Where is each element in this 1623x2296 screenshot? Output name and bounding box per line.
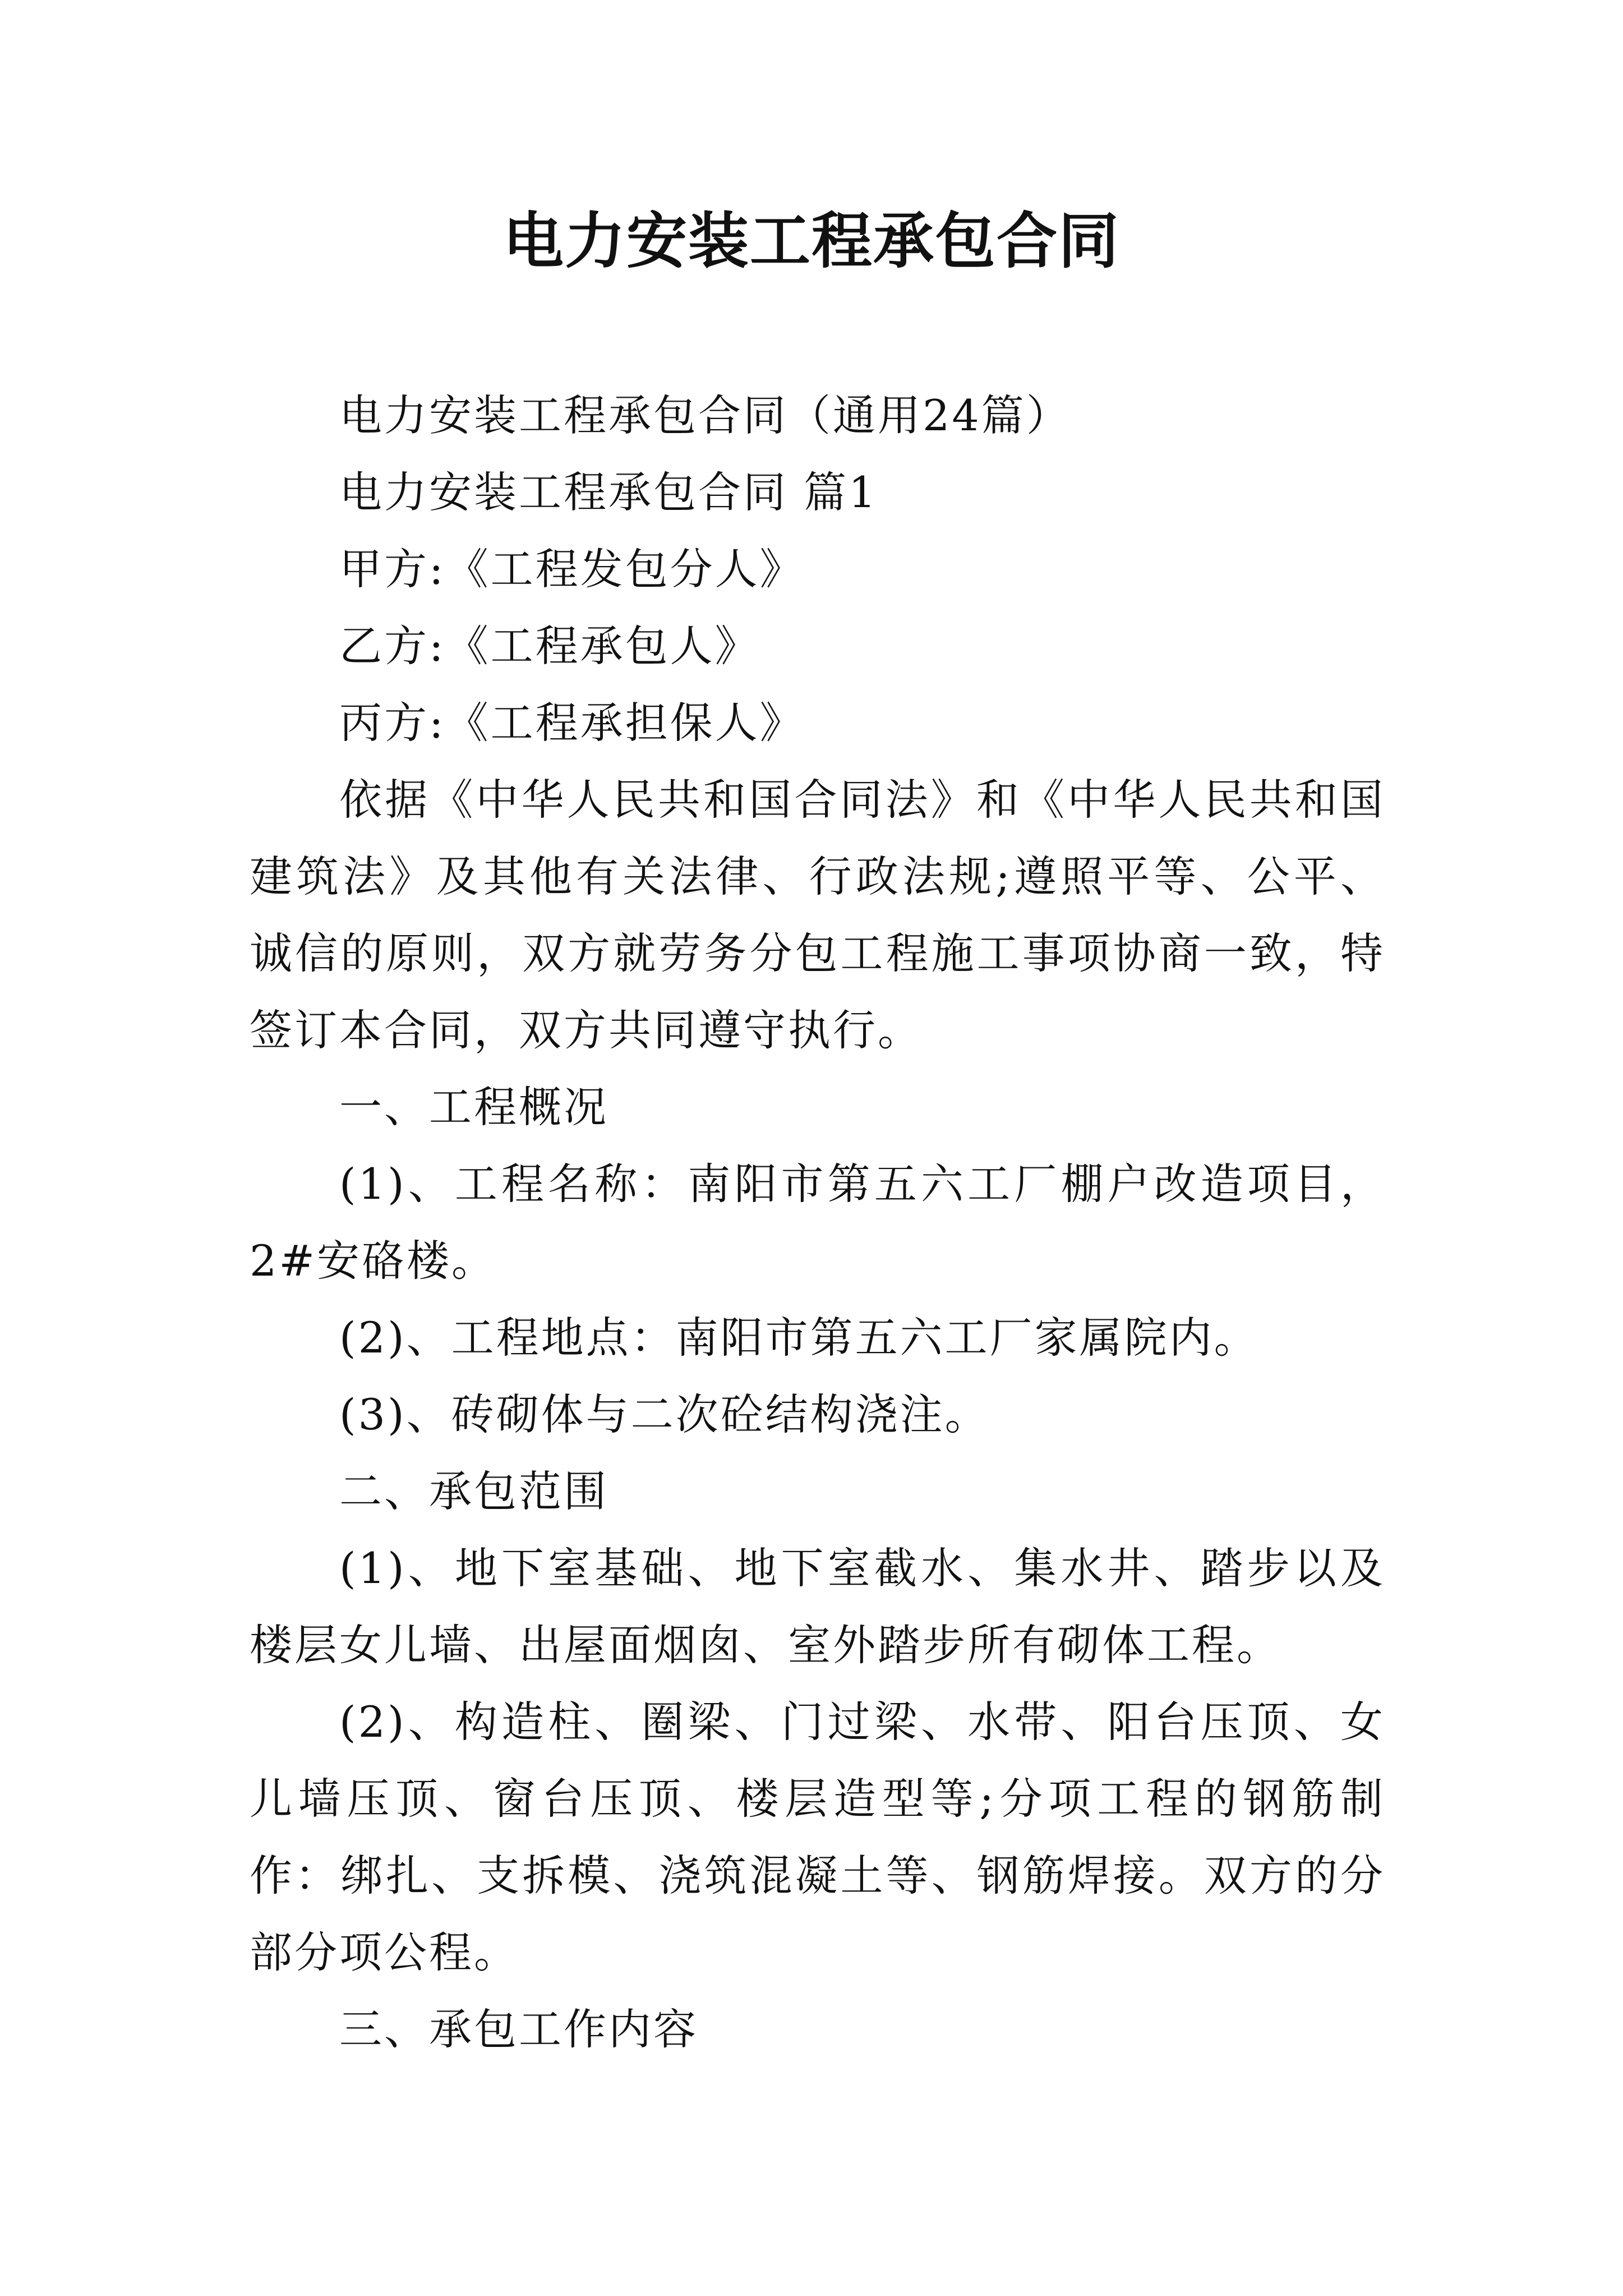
paragraph-subtitle: 电力安装工程承包合同（通用24篇） xyxy=(339,390,1071,440)
paragraph-heading-2: 二、承包范围 xyxy=(339,1466,608,1516)
paragraph-party-a: 甲方:《工程发包分人》 xyxy=(339,544,805,594)
document-title: 电力安装工程承包合同 xyxy=(502,206,1120,277)
paragraph-scope-2: (2)、构造柱、圈梁、门过梁、水带、阳台压顶、女儿墙压顶、窗台压顶、楼层造型等;分项工程的钢筋制作：绑扎、支拆模、浇筑混凝土等、钢筋焊接。双方的分部分项公程。 xyxy=(250,1697,1385,1977)
document-body xyxy=(250,377,1385,2068)
paragraph-basis: 依据《中华人民共和国合同法》和《中华人民共和国建筑法》及其他有关法律、行政法规;遵照平等、公平、诚信的原则，双方就劳务分包工程施工事项协商一致，特签订本合同，双方共同遵守执行。 xyxy=(250,775,1385,1055)
paragraph-party-b: 乙方:《工程承包人》 xyxy=(339,621,760,671)
paragraph-party-c: 丙方:《工程承担保人》 xyxy=(339,698,805,748)
paragraph-section-heading: 电力安装工程承包合同 篇1 xyxy=(339,467,878,517)
paragraph-project-scope-item: (3)、砖砌体与二次砼结构浇注。 xyxy=(339,1389,990,1439)
paragraph-project-name: (1)、工程名称：南阳市第五六工厂棚户改造项目，2#安硌楼。 xyxy=(250,1159,1385,1286)
paragraph-project-location: (2)、工程地点：南阳市第五六工厂家属院内。 xyxy=(339,1313,1259,1363)
paragraph-scope-1: (1)、地下室基础、地下室截水、集水井、踏步以及楼层女儿墙、出屋面烟囱、室外踏步所有砌体工程。 xyxy=(250,1543,1385,1670)
paragraph-heading-3: 三、承包工作内容 xyxy=(339,2004,698,2054)
paragraph-heading-1: 一、工程概况 xyxy=(339,1082,608,1132)
